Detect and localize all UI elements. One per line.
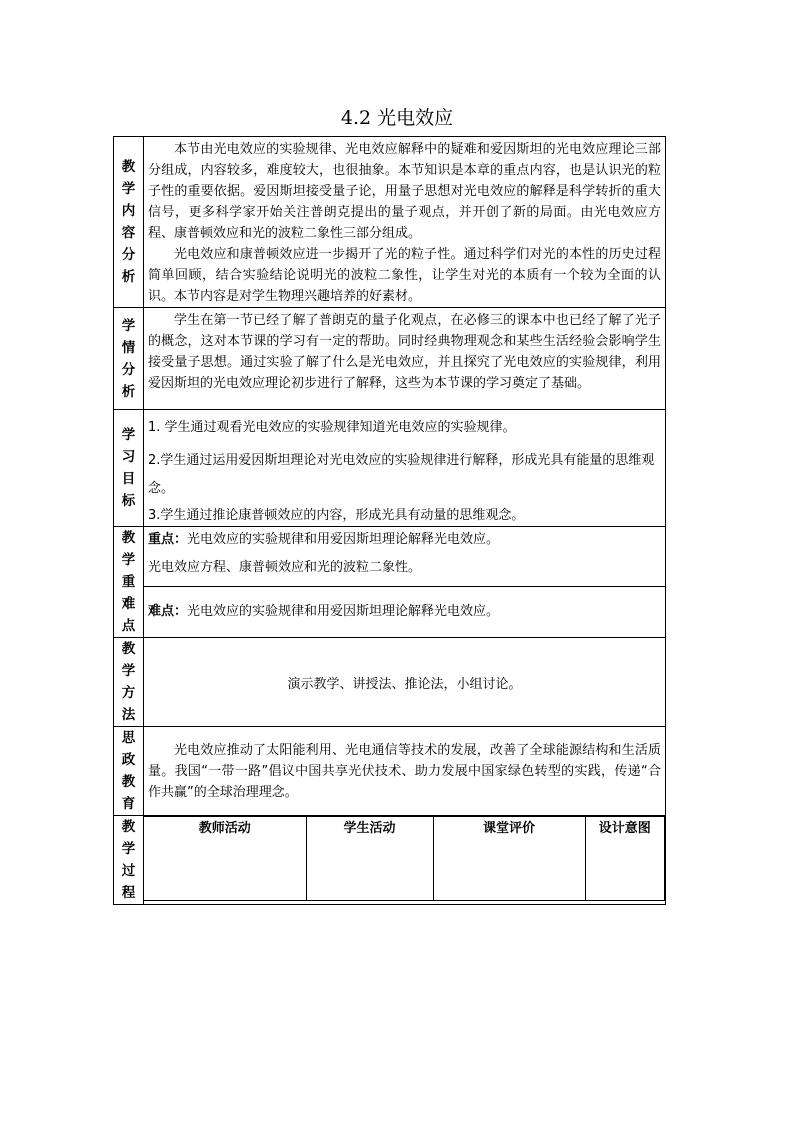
row-difficult-points [114, 586, 666, 637]
ideology-text: 光电效应推动了太阳能利用、光电通信等技术的发展，改善了全球能源结构和生活质量。我国“一带一路”倡议中国共享光伏技术、助力发展中国家绿色转型的实践，传递“合作共赢”的全球治理理念。 [148, 742, 661, 800]
goal-item: 1. 学生通过观看光电效应的实验规律知道光电效应的实验规律。 [148, 420, 516, 435]
row-ideology [114, 727, 666, 816]
row-key-points [114, 527, 666, 587]
difficult-point-label: 难点： [148, 604, 188, 620]
cell-teaching-process [144, 816, 666, 905]
cell-ideology [144, 727, 666, 816]
label-key-difficult: 教 学 重 难 点 [114, 527, 144, 638]
key-point-text: 光电效应的实验规律和用爱因斯坦理论解释光电效应。 [187, 532, 500, 547]
label-student-analysis: 学 情 分 析 [114, 308, 144, 410]
goal-item: 2.学生通过运用爱因斯坦理论对光电效应的实验规律进行解释，形成光具有能量的思维观念。 [148, 453, 655, 496]
page-title: 4.2 光电效应 [340, 107, 454, 129]
label-ideology: 思 政 教 育 [114, 727, 144, 816]
row-teaching-process [114, 816, 666, 905]
cell-content-analysis [144, 137, 666, 308]
methods-text: 演示教学、讲授法、推论法，小组讨论。 [144, 638, 666, 727]
row-teaching-methods [114, 638, 666, 727]
label-teaching-process: 教 学 过 程 [114, 816, 144, 905]
cell-learning-goals [144, 410, 666, 527]
goal-item: 3.学生通过推论康普顿效应的内容，形成光具有动量的思维观念。 [148, 508, 525, 523]
cell-key-points [144, 527, 666, 587]
row-content-analysis [114, 137, 666, 308]
label-teaching-methods: 教 学 方 法 [114, 638, 144, 727]
column-design-intent: 设计意图 [585, 817, 665, 901]
key-point-label: 重点： [148, 532, 188, 547]
cell-student-analysis [144, 308, 666, 410]
analysis-paragraph: 光电效应和康普顿效应进一步揭开了光的粒子性。通过科学们对光的本性的历史过程简单回顾，结合实验结论说明光的波粒二象性，让学生对光的本质有一个较为全面的认识。本节内容是对学生物理兴趣培养的好素材。 [148, 247, 661, 304]
analysis-paragraph: 本节由光电效应的实验规律、光电效应解释中的疑难和爱因斯坦的光电效应理论三部分组成，内容较多，难度较大，也很抽象。本节知识是本章的重点内容，也是认识光的粒子性的重要依据。爱因斯坦接受量子论，用量子思想对光电效应的解释是科学转折的重大信号，更多科学家开始关注普朗克提出的量子观点，并开创了新的局面。由光电效应方程、康普顿效应和光的波粒二象性三部分组成。 [148, 142, 661, 241]
lesson-plan-table [113, 136, 666, 905]
row-learning-goals [114, 410, 666, 527]
process-subtable [144, 816, 665, 901]
label-learning-goals: 学 习 目 标 [114, 410, 144, 527]
column-student-activity: 学生活动 [306, 817, 433, 901]
difficult-point-text: 光电效应的实验规律和用爱因斯坦理论解释光电效应。 [187, 604, 500, 620]
label-content-analysis: 教 学 内 容 分 析 [114, 137, 144, 308]
column-class-evaluation: 课堂评价 [433, 817, 585, 901]
column-teacher-activity: 教师活动 [144, 817, 306, 901]
key-point-text-2: 光电效应方程、康普顿效应和光的波粒二象性。 [148, 560, 422, 575]
row-student-analysis [114, 308, 666, 410]
cell-difficult-points [144, 586, 666, 637]
students-text: 学生在第一节已经了解了普朗克的量子化观点，在必修三的课本中也已经了解了光子的概念，这对本节课的学习有一定的帮助。同时经典物理观念和某些生活经验会影响学生接受量子思想。通过实验了解了什么是光电效应，并且探究了光电效应的实验规律，利用爱因斯坦的光电效应理论初步进行了解释，这些为本节课的学习奠定了基础。 [148, 313, 661, 391]
